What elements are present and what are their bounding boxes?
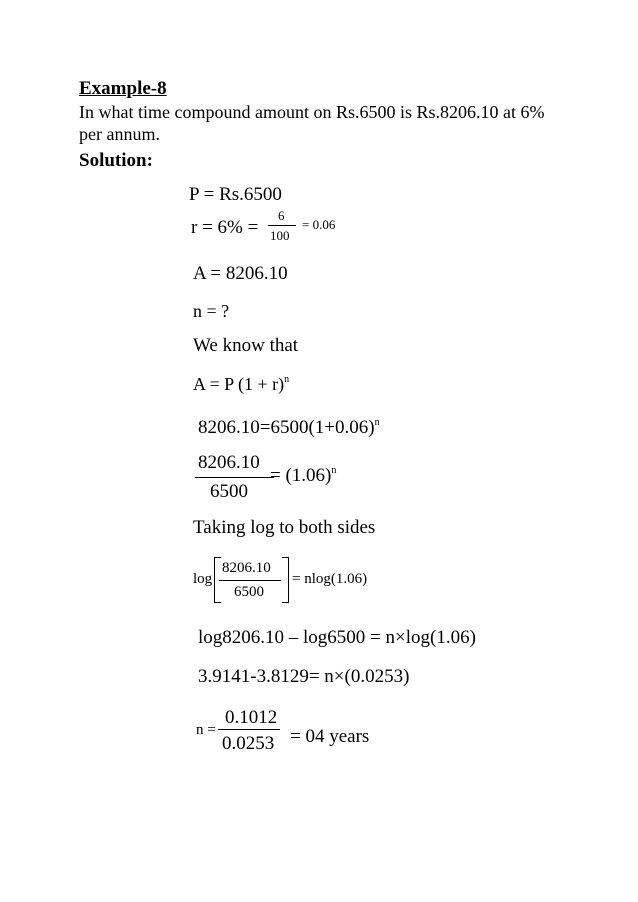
amount-line: A = 8206.10 [193,263,288,284]
substitution-line [198,417,380,439]
n-fraction-bar [218,729,280,730]
rate-denominator: 100 [270,228,290,243]
formula-exponent: n [284,374,290,385]
division-result-text: = (1.06) [270,465,332,486]
taking-log-line: Taking log to both sides [193,517,376,538]
log-numerator: 8206.10 [222,560,271,576]
log-expand-line: log8206.10 – log6500 = n×log(1.06) [198,627,476,648]
n-lhs: n = [196,722,216,738]
rate-decimal: = 0.06 [302,217,336,232]
rate-fraction-bar [268,225,296,226]
log-fraction-bar [219,580,281,581]
substitution-text: 8206.10=6500(1+0.06) [198,417,375,438]
principal-line: P = Rs.6500 [189,184,282,205]
log-label: log [193,571,213,587]
solution-label: Solution: [79,150,153,171]
unknown-line: n = ? [193,301,230,321]
n-denominator: 0.0253 [222,733,275,754]
substitution-exponent: n [374,417,380,428]
formula-text: A = P (1 + r) [193,374,285,394]
rate-lhs: r = 6% = [191,217,259,238]
n-result: = 04 years [290,726,370,747]
n-numerator: 0.1012 [225,707,278,728]
formula-line [193,374,289,395]
division-result [270,465,336,487]
we-know-line: We know that [193,335,299,356]
division-denominator: 6500 [210,481,248,502]
division-result-exponent: n [331,465,337,476]
log-denominator: 6500 [234,584,264,600]
division-fraction-bar [195,477,274,478]
example-title: Example-8 [79,78,167,99]
log-result: = nlog(1.06) [292,571,368,587]
rate-numerator: 6 [278,208,285,223]
right-bracket [282,557,289,603]
division-numerator: 8206.10 [198,452,260,473]
question-text: In what time compound amount on Rs.6500 is Rs.8206.10 at 6% per annum. [79,102,545,144]
log-values-line: 3.9141-3.8129= n×(0.0253) [198,666,410,687]
